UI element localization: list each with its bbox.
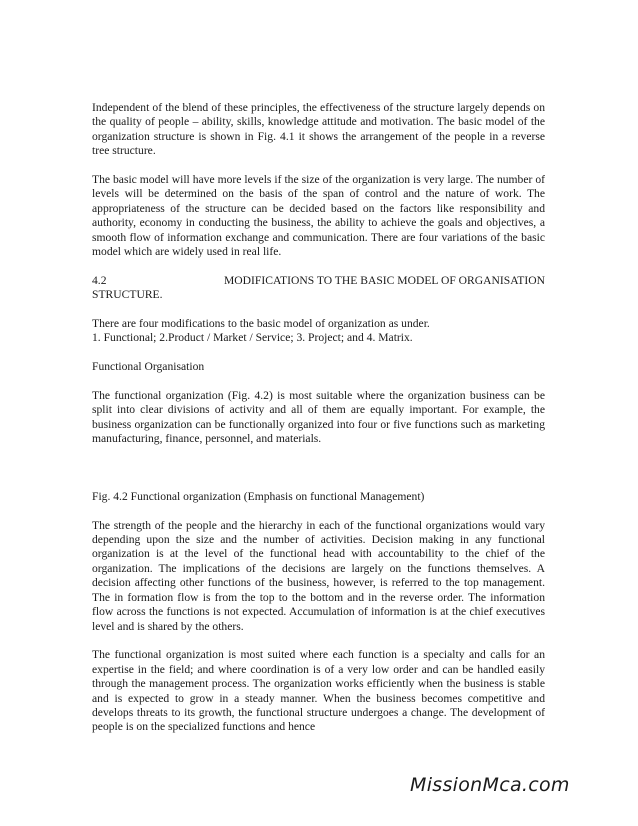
figure-caption: Fig. 4.2 Functional organization (Emphasis on functional Management) xyxy=(92,489,425,503)
paragraph-strength: The strength of the people and the hierarchy in each of the functional organizations would vary depending upon the size and the number of activities. Decision making in any functional organization is at the level of the functional head with accountability to the chief of the organization. The implications of the decisions are largely on the functions themselves. A decision affecting other functions of the business, however, is referred to the top management. The in formation flow is from the top to the bottom and in the reverse order. The information flow across the functions is not expected. Accumulation of information is at the chief executives level and is shared by the others. xyxy=(92,518,545,633)
section-heading xyxy=(92,274,545,303)
paragraph-basic-model: The basic model will have more levels if the size of the organization is very large. The number of levels will be determined on the basis of the span of control and the nature of work. The appropriateness of the structure can be decided based on the factors like responsibility and authority, economy in conducting the business, the ability to achieve the goals and objectives, a smooth flow of information exchange and communication. There are four variations of the basic model which are widely used in real life. xyxy=(92,173,545,259)
document-page xyxy=(92,101,545,735)
section-title-line1: MODIFICATIONS TO THE BASIC MODEL OF ORGANISATION xyxy=(224,273,545,287)
section-number: 4.2 xyxy=(92,273,107,287)
paragraph-suited: The functional organization is most suited where each function is a specialty and calls for an expertise in the field; and where coordination is of a very low order and can be handled easily through the management process. The organization works efficiently when the business is stable and is expected to grow in a steady manner. When the business becomes competitive and develops threats to its growth, the functional structure undergoes a change. The development of people is on the specialized functions and hence xyxy=(92,648,545,734)
modifications-list: 1. Functional; 2.Product / Market / Service; 3. Project; and 4. Matrix. xyxy=(92,331,413,345)
paragraph-modifications: There are four modifications to the basic model of organization as under. xyxy=(92,317,430,331)
subheading-functional-organisation: Functional Organisation xyxy=(92,360,205,374)
paragraph-intro: Independent of the blend of these principles, the effectiveness of the structure largely depends on the quality of people – ability, skills, knowledge attitude and motivation. The basic model of the organization structure is shown in Fig. 4.1 it shows the arrangement of the people in a reverse tree structure. xyxy=(92,101,545,158)
paragraph-functional-organization: The functional organization (Fig. 4.2) is most suitable where the organization business can be split into clear divisions of activity and all of them are equally important. For example, the business organization can be functionally organized into four or five functions such as marketing manufacturing, finance, personnel, and materials. xyxy=(92,389,545,446)
section-title-line2: STRUCTURE. xyxy=(92,288,163,302)
missionmca-logo: MissionMca.com xyxy=(410,774,570,796)
